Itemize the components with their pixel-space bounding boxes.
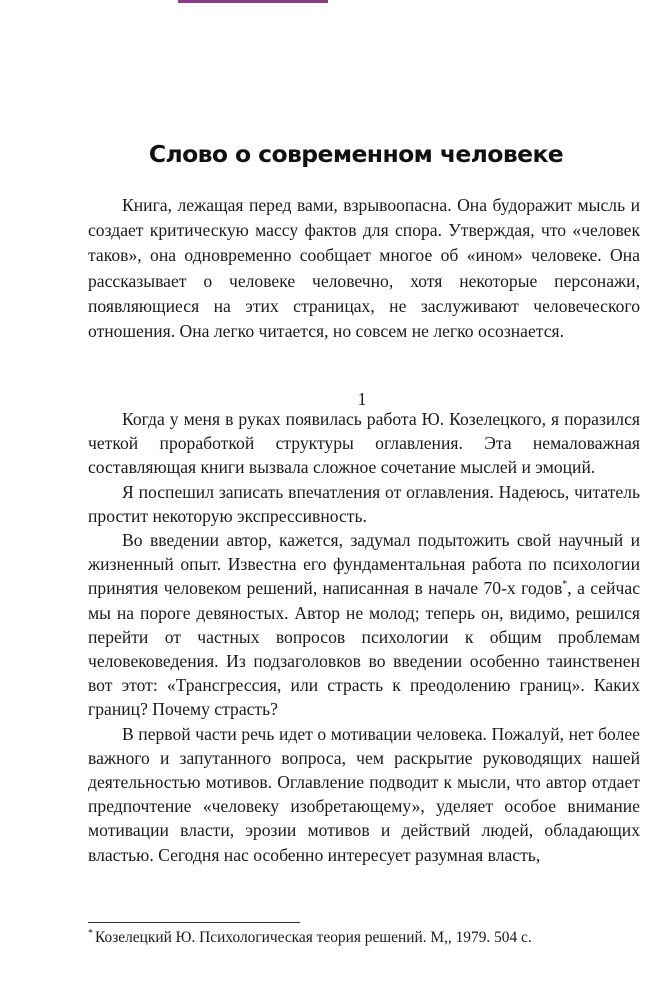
footnote-divider <box>88 922 300 923</box>
footnote <box>88 928 648 948</box>
intro-paragraph: Книга, лежащая перед вами, взрывоопасна. Она будоражит мысль и создает критическую массу фактов для спора. Утверждая, что «человек таков», она одновременно сообщает многое об «ином» человеке. Она рассказывает о человеке человечно, хотя некоторые персонажи, появляющиеся на этих страницах, не заслуживают человеческого отношения. Она легко читается, но совсем не легко осознается. <box>88 195 640 342</box>
section-body <box>88 407 640 867</box>
paragraph-4: В первой части речь идет о мотивации человека. Пожалуй, нет более важного и запутанного вопроса, чем раскрытие руководящих нашей деятельностью мотивов. Оглавление подводит к мысли, что автор отдает предпочтение «человеку изобретающему», уделяет особое внимание мотивации власти, эрозии мотивов и действий людей, обладающих властью. Сегодня нас особенно интересует разумная власть, <box>88 723 640 865</box>
top-color-strip <box>178 0 328 3</box>
intro-block <box>88 193 640 344</box>
footnote-text: Козелецкий Ю. Психологическая теория решений. М,, 1979. 504 с. <box>95 929 532 946</box>
paragraph-3 <box>88 528 640 722</box>
paragraph-2: Я поспешил записать впечатления от оглавления. Надеюсь, читатель простит некоторую экспрессивность. <box>88 481 640 526</box>
page-title: Слово о современном человеке <box>148 140 564 168</box>
paragraph-3-part-2: , а сейчас мы на пороге девяностых. Автор не молод; теперь он, видимо, решился перейти от частных вопросов психологии к общим проблемам человековедения. Из подзаголовков во введении особенно таинственен вот этот: «Трансгрессия, или страсть к преодолению границ». Каких границ? Почему страсть? <box>88 578 640 720</box>
paragraph-1: Когда у меня в руках появилась работа Ю. Козелецкого, я поразился четкой проработкой структуры оглавления. Эта немаловажная составляющая книги вызвала сложное сочетание мыслей и эмоций. <box>88 409 640 478</box>
footnote-marker: * <box>88 927 93 939</box>
section-number: 1 <box>357 389 367 409</box>
paragraph-3-part-1: Во введении автор, кажется, задумал подытожить свой научный и жизненный опыт. Известна его фундаментальная работа по психологии принятия человеком решений, написанная в начале 70-х годов <box>88 530 640 599</box>
footnote-reference[interactable]: * <box>562 579 568 591</box>
